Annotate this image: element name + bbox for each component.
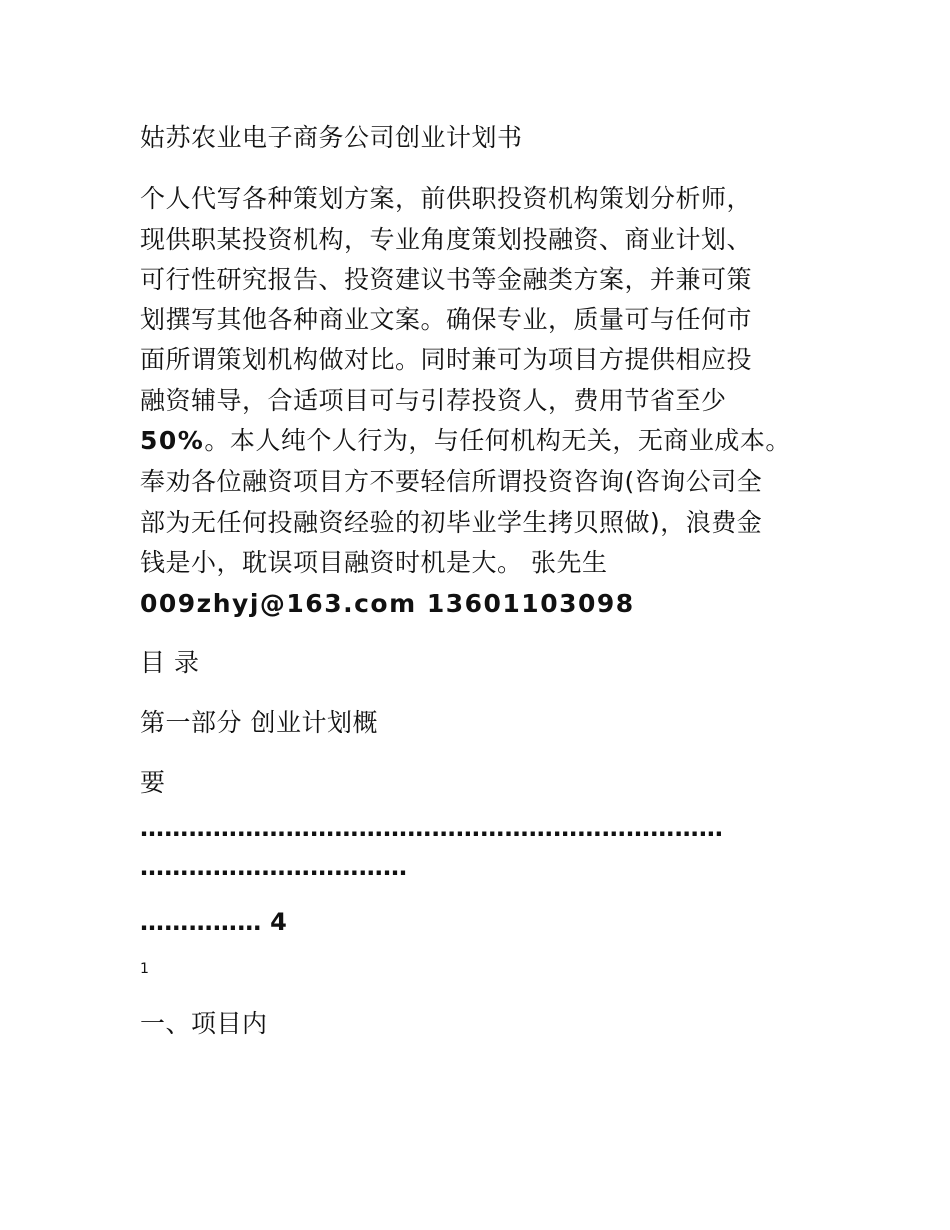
warning-line-2: 部为无任何投融资经验的初毕业学生拷贝照做)，浪费金 (140, 508, 763, 537)
toc-entry-end (140, 908, 287, 936)
intro-line-1: 个人代写各种策划方案，前供职投资机构策划分析师， (140, 184, 753, 213)
intro-line-3: 可行性研究报告、投资建议书等金融类方案，并兼可策 (140, 265, 753, 294)
contact-info: 009zhyj@163.com 13601103098 (140, 589, 635, 618)
warning-line-3: 钱是小，耽误项目融资时机是大。 张先生 (140, 548, 608, 577)
toc-part-label-continued: 要 (140, 768, 166, 797)
intro-line-6: 融资辅导，合适项目可与引荐投资人，费用节省至少 (140, 386, 727, 415)
toc-leader-dots: …………………………… (140, 853, 408, 881)
document-title: 姑苏农业电子商务公司创业计划书 (140, 123, 523, 152)
intro-line-2: 现供职某投资机构，专业角度策划投融资、商业计划、 (140, 225, 753, 254)
toc-leader-dots: ……………………………………………………………… (140, 814, 724, 842)
intro-line-7-text: 。本人纯个人行为，与任何机构无关，无商业成本。 (204, 426, 791, 455)
intro-line-4: 划撰写其他各种商业文案。确保专业，质量可与任何市 (140, 305, 753, 334)
toc-page-number: 4 (270, 908, 288, 936)
toc-leader-dots: …………… (140, 908, 262, 936)
toc-heading: 目 录 (140, 648, 200, 677)
fee-percentage: 50% (140, 426, 205, 455)
page-number: 1 (140, 961, 149, 977)
section-heading: 一、项目内 (140, 1009, 268, 1038)
intro-line-7 (140, 426, 791, 456)
warning-line-1: 奉劝各位融资项目方不要轻信所谓投资咨询(咨询公司全 (140, 467, 763, 496)
toc-part-label: 第一部分 创业计划概 (140, 708, 378, 737)
intro-line-5: 面所谓策划机构做对比。同时兼可为项目方提供相应投 (140, 345, 753, 374)
